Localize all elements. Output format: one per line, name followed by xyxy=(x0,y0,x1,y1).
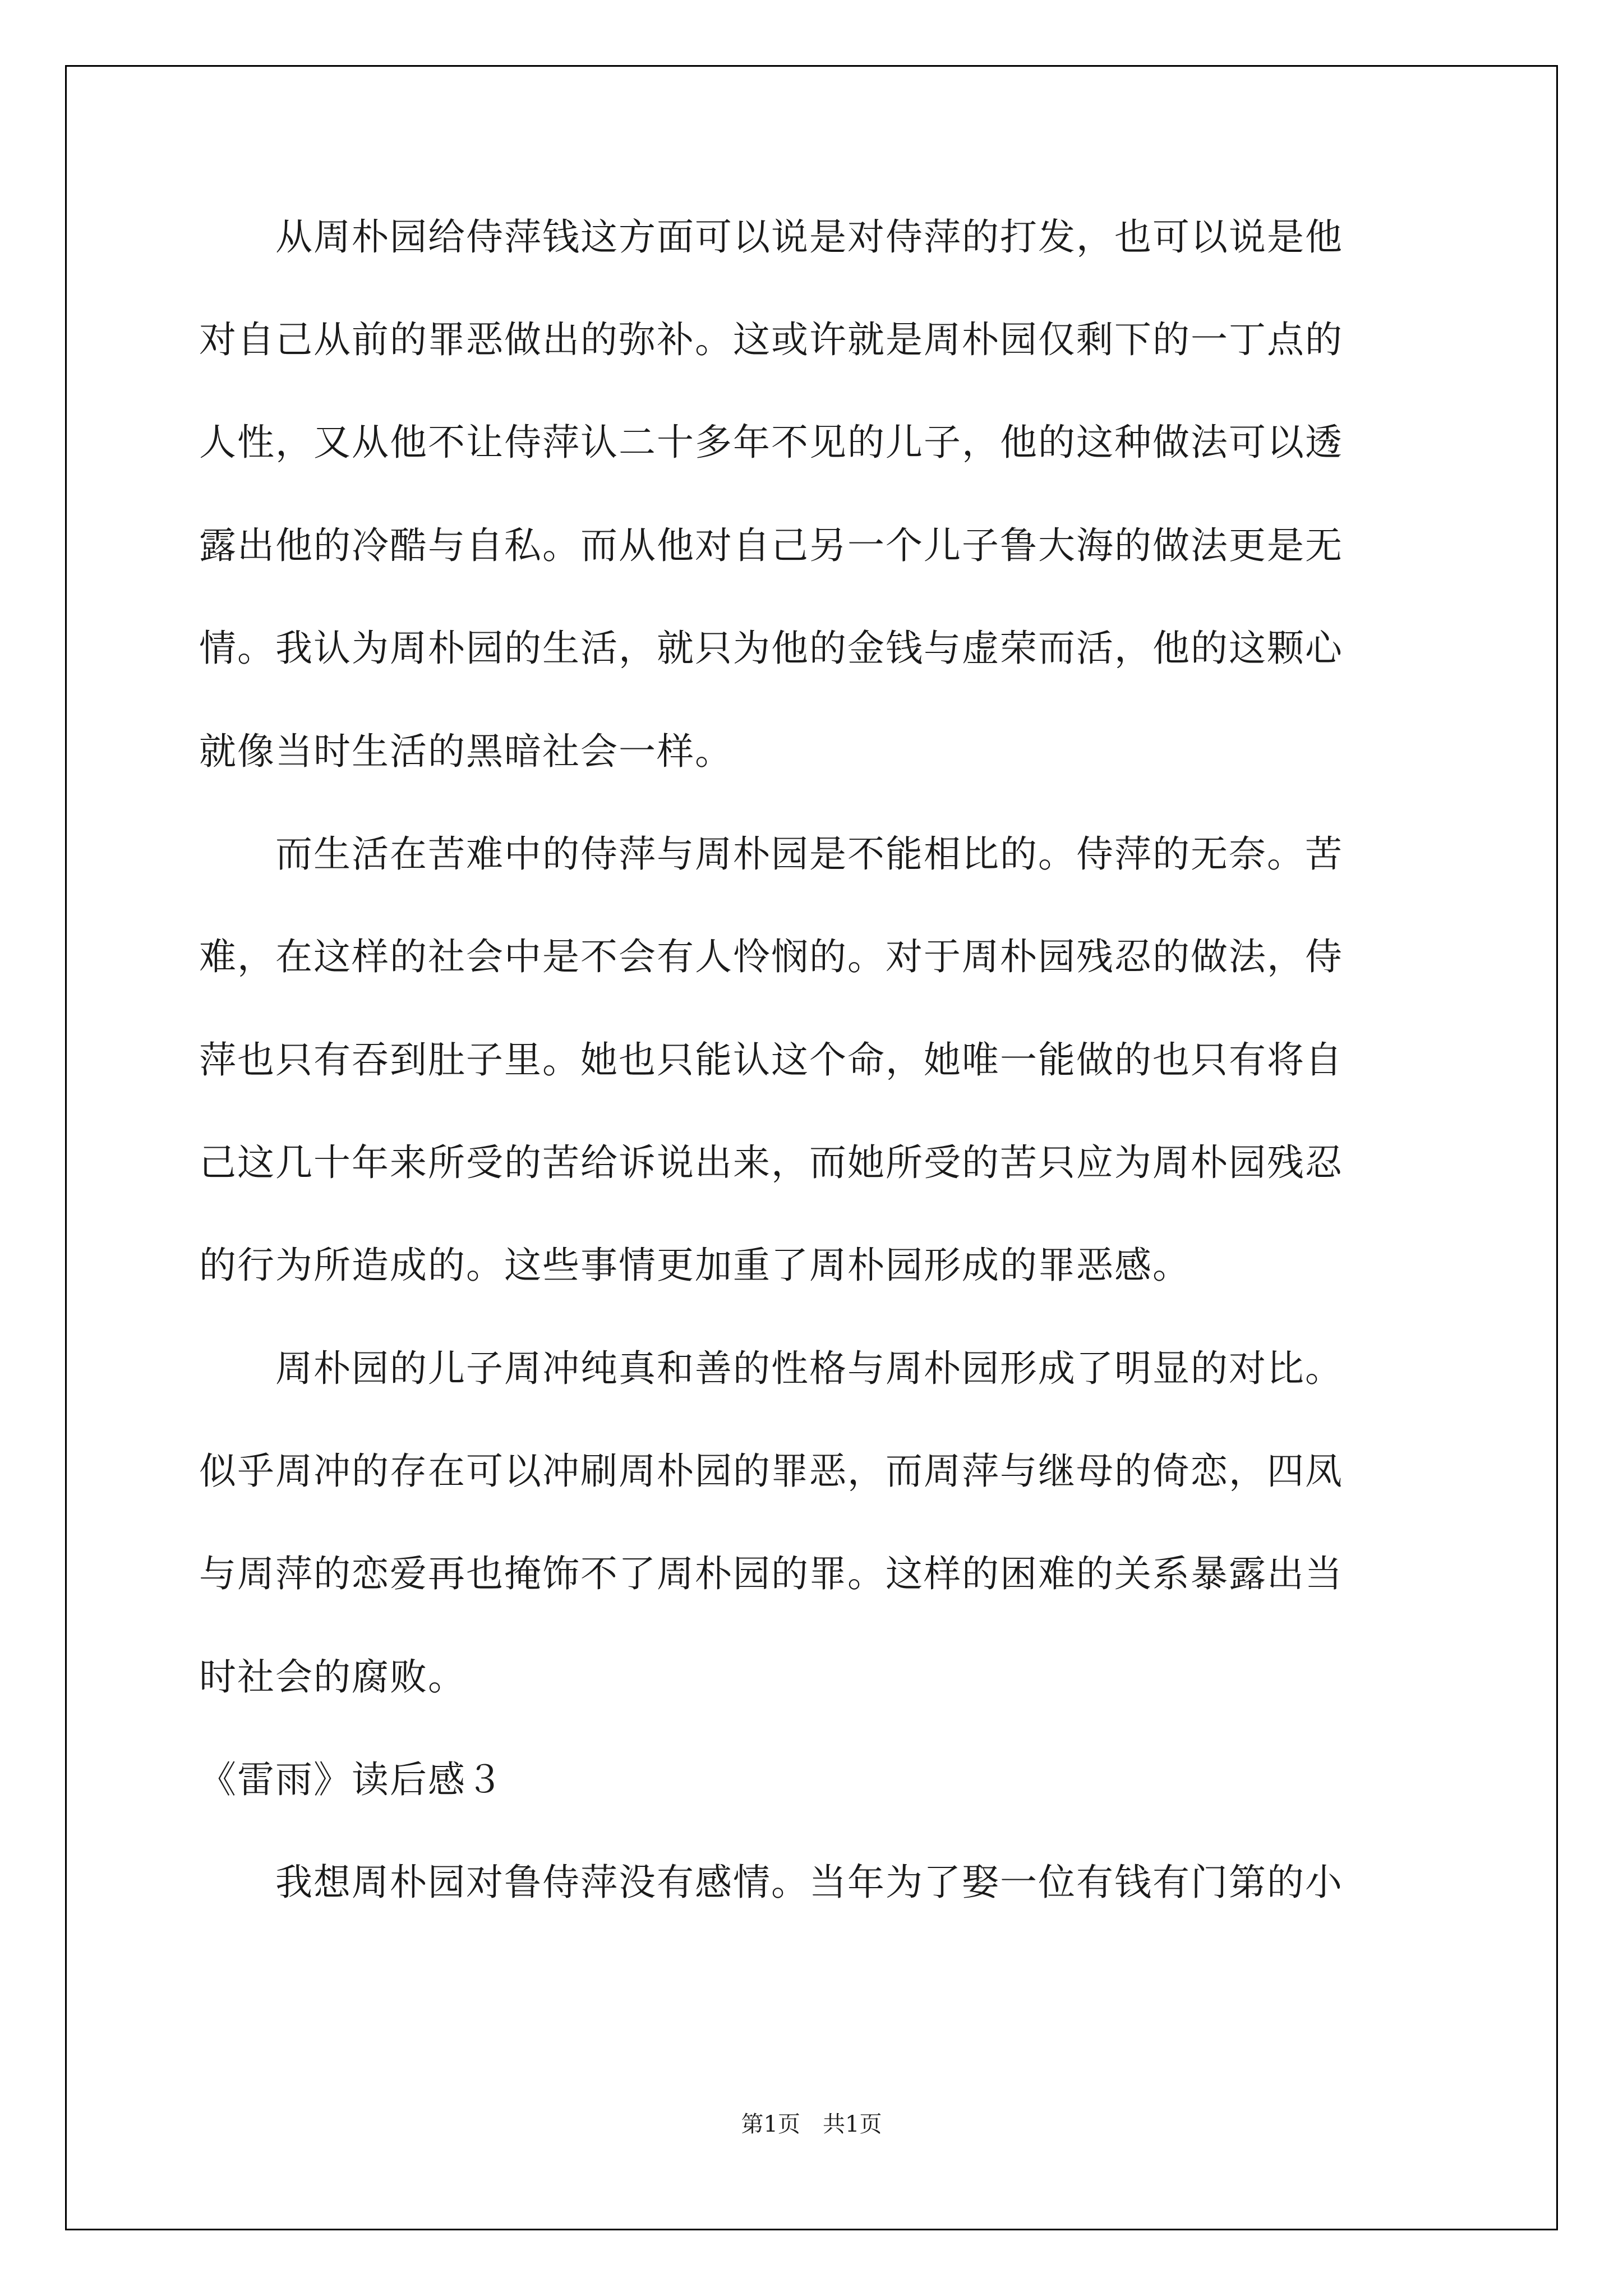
body-line: 就像当时生活的黑暗社会一样。 xyxy=(199,730,733,773)
page-footer: 第1页 共1页 xyxy=(741,2111,882,2137)
body-line: 我想周朴园对鲁侍萍没有感情。当年为了娶一位有钱有门第的小 xyxy=(199,1861,1343,1904)
body-line: 情。我认为周朴园的生活，就只为他的金钱与虚荣而活，他的这颗心 xyxy=(199,627,1343,670)
body-line: 与周萍的恋爱再也掩饰不了周朴园的罪。这样的困难的关系暴露出当 xyxy=(199,1552,1343,1595)
body-line: 似乎周冲的存在可以冲刷周朴园的罪恶，而周萍与继母的倚恋，四凤 xyxy=(199,1450,1343,1493)
body-line: 萍也只有吞到肚子里。她也只能认这个命，她唯一能做的也只有将自 xyxy=(199,1038,1343,1082)
body-line: 难，在这样的社会中是不会有人怜悯的。对于周朴园残忍的做法，侍 xyxy=(199,935,1343,978)
body-line: 从周朴园给侍萍钱这方面可以说是对侍萍的打发，也可以说是他 xyxy=(199,215,1343,259)
body-line: 己这几十年来所受的苦给诉说出来，而她所受的苦只应为周朴园残忍 xyxy=(199,1141,1343,1184)
body-line: 周朴园的儿子周冲纯真和善的性格与周朴园形成了明显的对比。 xyxy=(199,1347,1343,1390)
body-line: 对自己从前的罪恶做出的弥补。这或许就是周朴园仅剩下的一丁点的 xyxy=(199,318,1343,361)
section-heading: 《雷雨》读后感３ xyxy=(199,1758,504,1801)
body-line: 时社会的腐败。 xyxy=(199,1655,466,1699)
body-line: 露出他的冷酷与自私。而从他对自己另一个儿子鲁大海的做法更是无 xyxy=(199,524,1343,567)
body-line: 的行为所造成的。这些事情更加重了周朴园形成的罪恶感。 xyxy=(199,1244,1191,1287)
body-line: 人性，又从他不让侍萍认二十多年不见的儿子，他的这种做法可以透 xyxy=(199,421,1343,464)
body-line: 而生活在苦难中的侍萍与周朴园是不能相比的。侍萍的无奈。苦 xyxy=(199,832,1343,876)
